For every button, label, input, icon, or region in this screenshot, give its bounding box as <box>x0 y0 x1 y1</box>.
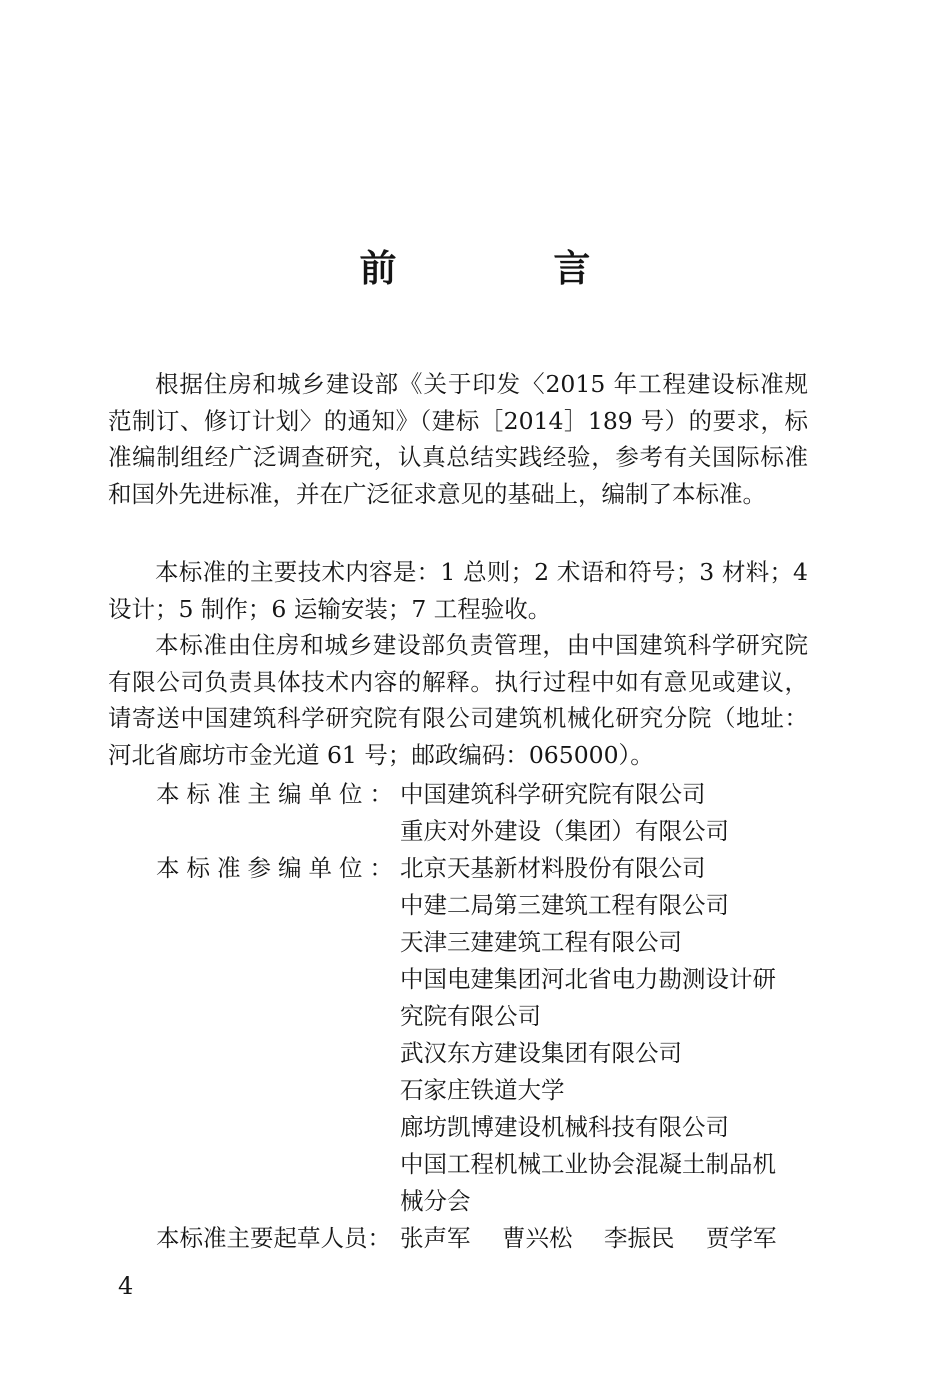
participating-unit: 天津三建建筑工程有限公司 <box>400 928 682 956</box>
drafter-name: 李振民 <box>603 1224 675 1252</box>
drafters-row <box>108 1220 828 1257</box>
drafters-names <box>400 1220 800 1257</box>
paragraph-management: 本标准由住房和城乡建设部负责管理，由中国建筑科学研究院有限公司负责具体技术内容的解释。执行过程中如有意见或建议，请寄送中国建筑科学研究院有限公司建筑机械化研究分院（地址：河北省廊坊市金光道 61 号；邮政编码：065000）。 <box>108 631 808 769</box>
chief-unit: 中国建筑科学研究院有限公司 <box>400 780 706 808</box>
participating-units-row <box>108 1072 828 1109</box>
paragraph-contents: 本标准的主要技术内容是：1 总则；2 术语和符号；3 材料；4 设计；5 制作；6 运输安装；7 工程验收。 <box>108 558 808 623</box>
chief-units-label: 本标准主编单位： <box>156 780 400 808</box>
participating-units-row <box>108 887 828 924</box>
participating-unit: 石家庄铁道大学 <box>400 1076 565 1104</box>
participating-unit: 中建二局第三建筑工程有限公司 <box>400 891 729 919</box>
chief-units-row <box>108 813 828 850</box>
participating-units-row <box>108 1035 828 1072</box>
participating-units-row <box>108 998 828 1035</box>
drafter-name: 张声军 <box>400 1224 471 1252</box>
chief-units-row <box>108 776 828 813</box>
drafter-name: 贾学军 <box>705 1224 777 1252</box>
page-number: 4 <box>118 1272 134 1300</box>
participating-units-row <box>108 961 828 998</box>
participating-unit: 廊坊凯博建设机械科技有限公司 <box>400 1113 729 1141</box>
participating-unit: 中国电建集团河北省电力勘测设计研 <box>400 965 776 993</box>
participating-units-row <box>108 850 828 887</box>
drafter-name: 曹兴松 <box>501 1224 573 1252</box>
participating-unit: 北京天基新材料股份有限公司 <box>400 854 706 882</box>
participating-unit: 武汉东方建设集团有限公司 <box>400 1039 682 1067</box>
page-title: 前 言 <box>359 246 663 290</box>
participating-unit: 究院有限公司 <box>400 1002 541 1030</box>
paragraph-basis: 根据住房和城乡建设部《关于印发〈2015 年工程建设标准规范制订、修订计划〉的通知》（建标［2014］189 号）的要求，标准编制组经广泛调查研究，认真总结实践经验，参考有关国际标准和国外先进标准，并在广泛征求意见的基础上，编制了本标准。 <box>108 370 808 508</box>
participating-units-row <box>108 924 828 961</box>
participating-unit: 中国工程机械工业协会混凝土制品机 <box>400 1150 776 1178</box>
participating-units-row <box>108 1109 828 1146</box>
drafters-label: 本标准主要起草人员： <box>156 1224 391 1252</box>
chief-unit: 重庆对外建设（集团）有限公司 <box>400 817 729 845</box>
participating-unit: 械分会 <box>400 1187 471 1215</box>
participating-units-label: 本标准参编单位： <box>156 854 400 882</box>
participating-units-row <box>108 1146 828 1183</box>
participating-units-row <box>108 1183 828 1220</box>
